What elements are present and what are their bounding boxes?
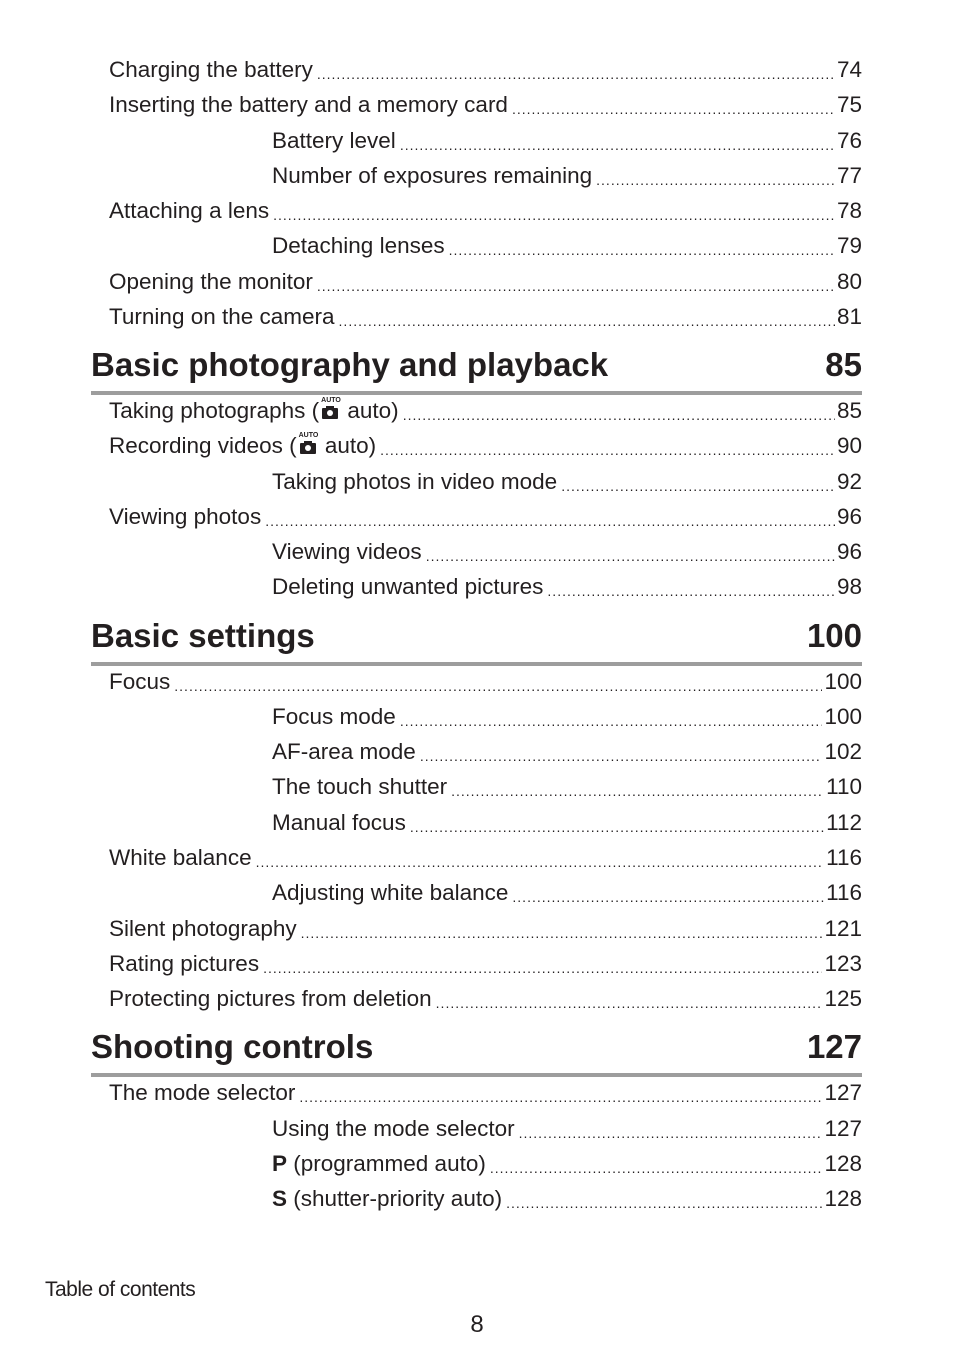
toc-entry-page: 85	[836, 398, 862, 423]
toc-entry[interactable]	[109, 302, 862, 332]
toc-entry-label: AF-area mode	[272, 739, 416, 764]
dot-leader	[547, 580, 835, 602]
toc-entry[interactable]	[109, 667, 862, 697]
toc-entry-page: 98	[836, 574, 862, 599]
dot-leader	[400, 710, 823, 732]
toc-entry-page: 123	[824, 951, 862, 976]
dot-leader	[561, 475, 835, 497]
section-page: 127	[806, 1028, 862, 1065]
toc-entry-label-start: Taking photographs (	[109, 398, 320, 423]
toc-subentry[interactable]	[272, 572, 862, 602]
toc-entry-page: 125	[824, 986, 862, 1011]
toc-subentry[interactable]	[272, 737, 862, 767]
dot-leader	[449, 239, 835, 261]
toc-entry-page: 121	[824, 916, 862, 941]
toc-entry-label	[272, 1184, 502, 1214]
dot-leader	[420, 745, 823, 767]
dot-leader	[403, 404, 835, 426]
toc-entry-page: 116	[826, 880, 862, 905]
dot-leader	[301, 922, 823, 944]
toc-entry-label: Number of exposures remaining	[272, 163, 593, 188]
toc-entry-label: Using the mode selector	[272, 1116, 515, 1141]
dot-leader	[512, 886, 824, 908]
mode-letter: S	[272, 1186, 288, 1211]
dot-leader	[299, 1086, 822, 1108]
dot-leader	[174, 675, 822, 697]
toc-entry-label: The touch shutter	[272, 774, 448, 799]
toc-entry-label: Detaching lenses	[272, 233, 445, 258]
toc-entry[interactable]	[109, 843, 862, 873]
toc-entry-label: Taking photos in video mode	[272, 469, 558, 494]
section-heading[interactable]	[91, 1027, 862, 1067]
section-divider	[91, 1073, 862, 1077]
toc-entry-page: 79	[836, 233, 862, 258]
section-heading[interactable]	[91, 345, 862, 385]
toc-entry-page: 80	[836, 269, 862, 294]
dot-leader	[273, 204, 835, 226]
toc-entry-label: Viewing photos	[109, 504, 262, 529]
toc-entry-label: Focus	[109, 669, 171, 694]
mode-description: (programmed auto)	[287, 1151, 486, 1176]
toc-entry-label: Manual focus	[272, 810, 406, 835]
toc-entry[interactable]	[109, 55, 862, 85]
toc-subentry[interactable]	[272, 1149, 862, 1179]
toc-entry-label	[109, 431, 376, 461]
toc-entry[interactable]	[109, 984, 862, 1014]
toc-subentry[interactable]	[272, 772, 862, 802]
toc-subentry[interactable]	[272, 467, 862, 497]
toc-entry-page: 81	[836, 304, 862, 329]
toc-entry-label: Inserting the battery and a memory card	[109, 92, 508, 117]
toc-entry-page: 92	[836, 469, 862, 494]
toc-entry[interactable]	[109, 914, 862, 944]
dot-leader	[596, 169, 835, 191]
mode-letter: P	[272, 1151, 288, 1176]
toc-subentry[interactable]	[272, 537, 862, 567]
toc-entry-label: Focus mode	[272, 704, 396, 729]
toc-entry[interactable]	[109, 502, 862, 532]
toc-entry-page: 127	[824, 1080, 862, 1105]
dot-leader	[410, 816, 824, 838]
dot-leader	[436, 992, 823, 1014]
toc-entry-page: 75	[836, 92, 862, 117]
dot-leader	[317, 275, 835, 297]
auto-mode-icon	[298, 434, 318, 456]
dot-leader	[451, 780, 824, 802]
toc-entry-page: 90	[836, 433, 862, 458]
toc-entry[interactable]	[109, 431, 862, 461]
toc-entry[interactable]	[109, 90, 862, 120]
section-divider	[91, 391, 862, 395]
toc-entry-page: 96	[836, 539, 862, 564]
toc-entry-page: 102	[824, 739, 862, 764]
section-title: Basic photography and playback	[91, 346, 609, 383]
section-page: 100	[806, 617, 862, 654]
toc-entry-label: White balance	[109, 845, 252, 870]
toc-entry-label: Deleting unwanted pictures	[272, 574, 544, 599]
toc-entry-page: 100	[824, 669, 862, 694]
dot-leader	[519, 1122, 823, 1144]
toc-subentry[interactable]	[272, 231, 862, 261]
toc-subentry[interactable]	[272, 1184, 862, 1214]
footer-section-label[interactable]: Table of contents	[45, 1278, 196, 1301]
toc-entry-page: 78	[836, 198, 862, 223]
auto-mode-icon	[320, 399, 340, 421]
mode-description: (shutter-priority auto)	[287, 1186, 503, 1211]
toc-entry[interactable]	[109, 396, 862, 426]
section-title: Basic settings	[91, 617, 315, 654]
toc-subentry[interactable]	[272, 702, 862, 732]
toc-entry-label: The mode selector	[109, 1080, 296, 1105]
toc-entry-page: 74	[836, 57, 862, 82]
dot-leader	[512, 98, 835, 120]
toc-entry-label: Battery level	[272, 128, 396, 153]
toc-entry-label	[109, 396, 399, 426]
dot-leader	[400, 134, 835, 156]
dot-leader	[256, 851, 825, 873]
toc-entry-page: 128	[824, 1151, 862, 1176]
toc-entry-page: 76	[836, 128, 862, 153]
toc-entry[interactable]	[109, 949, 862, 979]
toc-entry-label: Opening the monitor	[109, 269, 313, 294]
section-page: 85	[825, 346, 862, 383]
section-title: Shooting controls	[91, 1028, 374, 1065]
toc-entry-page: 116	[826, 845, 862, 870]
toc-entry-page: 96	[836, 504, 862, 529]
toc-entry-label: Turning on the camera	[109, 304, 335, 329]
auto-icon-text: AUTO	[298, 432, 319, 439]
dot-leader	[380, 439, 835, 461]
toc-entry-label: Protecting pictures from deletion	[109, 986, 432, 1011]
toc-entry[interactable]	[109, 267, 862, 297]
toc-entry-page: 100	[824, 704, 862, 729]
toc-entry[interactable]	[109, 1078, 862, 1108]
toc-entry-label: Rating pictures	[109, 951, 260, 976]
toc-subentry[interactable]	[272, 1114, 862, 1144]
toc-entry-page: 128	[824, 1186, 862, 1211]
toc-entry-label-end: auto)	[318, 433, 377, 458]
dot-leader	[506, 1192, 822, 1214]
toc-subentry[interactable]	[272, 808, 862, 838]
dot-leader	[263, 957, 822, 979]
toc-entry-page: 77	[836, 163, 862, 188]
toc-entry-page: 110	[826, 774, 862, 799]
auto-icon-text: AUTO	[321, 397, 341, 404]
dot-leader	[490, 1157, 823, 1179]
dot-leader	[339, 310, 835, 332]
section-divider	[91, 662, 862, 666]
toc-entry-label: Attaching a lens	[109, 198, 270, 223]
dot-leader	[317, 63, 835, 85]
toc-entry-label: Silent photography	[109, 916, 297, 941]
toc-subentry[interactable]	[272, 126, 862, 156]
toc-entry-label-end: auto)	[341, 398, 399, 423]
toc-entry-page: 112	[826, 810, 862, 835]
dot-leader	[426, 545, 835, 567]
dot-leader	[265, 510, 835, 532]
toc-subentry[interactable]	[272, 878, 862, 908]
toc-subentry[interactable]	[272, 161, 862, 191]
section-heading[interactable]	[91, 616, 862, 656]
toc-entry-label: Charging the battery	[109, 57, 313, 82]
toc-entry-page: 127	[824, 1116, 862, 1141]
toc-entry-label: Adjusting white balance	[272, 880, 509, 905]
toc-entry-label	[272, 1149, 486, 1179]
toc-entry[interactable]	[109, 196, 862, 226]
page-number: 8	[470, 1311, 484, 1338]
toc-entry-label-start: Recording videos (	[109, 433, 297, 458]
toc-entry-label: Viewing videos	[272, 539, 422, 564]
